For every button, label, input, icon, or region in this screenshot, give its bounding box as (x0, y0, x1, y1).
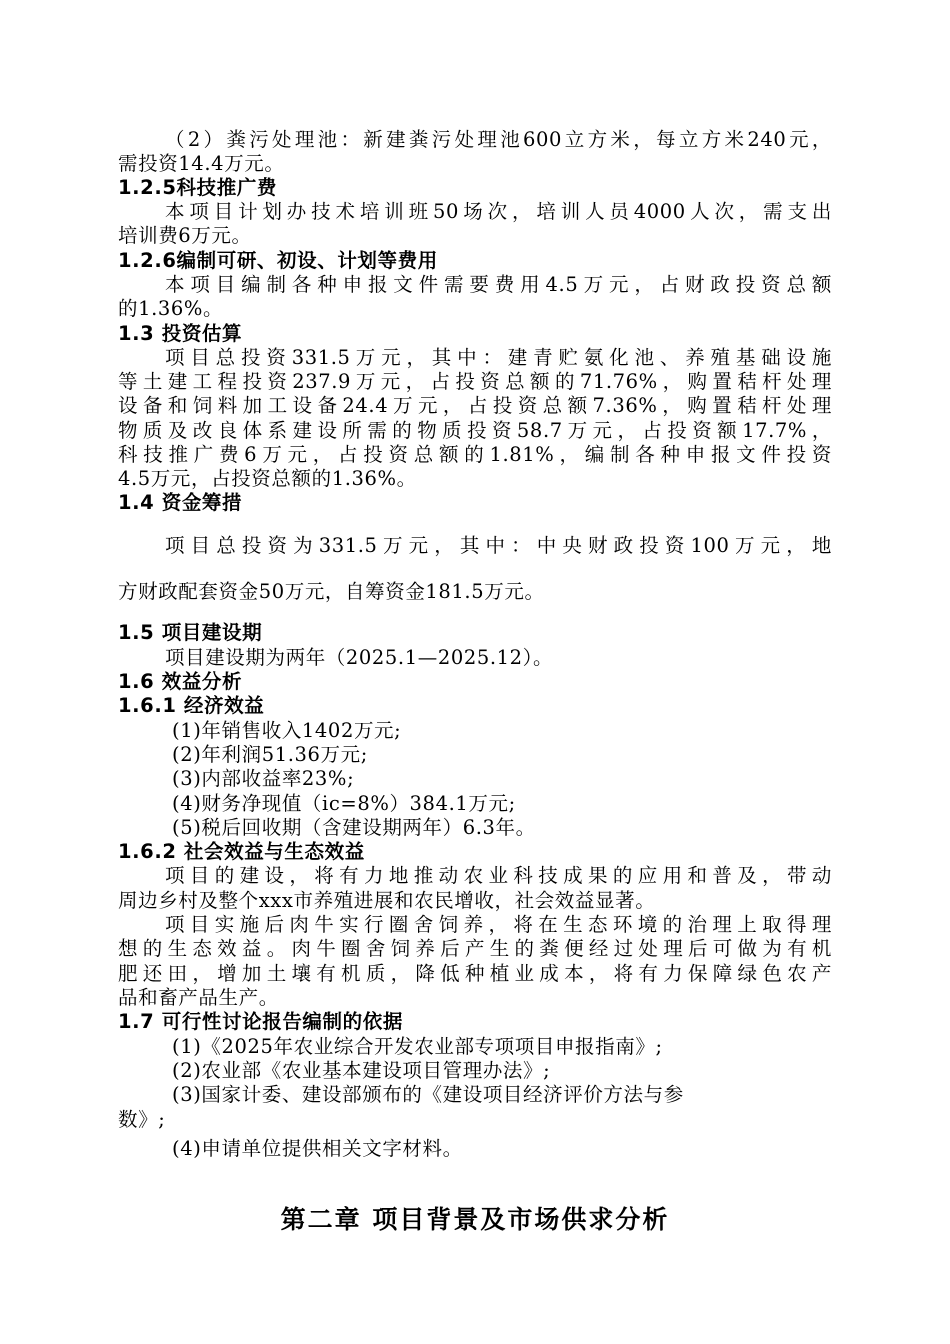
section-heading-1-6-1: 1.6.1 经济效益 (118, 694, 265, 717)
paragraph-line: 需投资14.4万元。 (118, 152, 285, 175)
list-item: (3)内部收益率23%; (172, 767, 355, 790)
paragraph-line: 项目总投资331.5万元，其中：建青贮氨化池、养殖基础设施 (165, 346, 832, 369)
chapter-title: 第二章 项目背景及市场供求分析 (280, 1205, 670, 1234)
section-heading-1-2-6: 1.2.6编制可研、初设、计划等费用 (118, 249, 438, 272)
paragraph-line: 本项目编制各种申报文件需要费用4.5万元，占财政投资总额 (165, 273, 832, 296)
section-heading-1-6: 1.6 效益分析 (118, 670, 243, 693)
paragraph-line: 肥还田，增加土壤有机质，降低种植业成本，将有力保障绿色农产 (118, 962, 832, 985)
section-heading-1-7: 1.7 可行性讨论报告编制的依据 (118, 1010, 403, 1033)
section-heading-1-3: 1.3 投资估算 (118, 322, 243, 345)
list-item: (5)税后回收期（含建设期两年）6.3年。 (172, 816, 536, 839)
list-item: (3)国家计委、建设部颁布的《建设项目经济评价方法与参 (172, 1083, 684, 1106)
list-item: (1)《2025年农业综合开发农业部专项项目申报指南》; (172, 1035, 663, 1058)
paragraph-line: 项目建设期为两年（2025.1—2025.12）。 (165, 646, 554, 669)
paragraph-line: 科技推广费6万元，占投资总额的1.81%，编制各种申报文件投资 (118, 443, 832, 466)
list-item: (4)申请单位提供相关文字材料。 (172, 1137, 463, 1160)
list-item: (1)年销售收入1402万元; (172, 719, 402, 742)
section-heading-1-6-2: 1.6.2 社会效益与生态效益 (118, 840, 365, 863)
paragraph-line: 本项目计划办技术培训班50场次，培训人员4000人次，需支出 (165, 200, 832, 223)
paragraph-line: 培训费6万元。 (118, 224, 252, 247)
paragraph-line: （2）粪污处理池：新建粪污处理池600立方米，每立方米240元， (165, 128, 832, 151)
list-item: (2)年利润51.36万元; (172, 743, 368, 766)
paragraph-line: 项目总投资为331.5万元，其中：中央财政投资100万元，地 (165, 534, 832, 557)
paragraph-line: 设备和饲料加工设备24.4万元，占投资总额7.36%，购置秸杆处理 (118, 394, 832, 417)
section-heading-1-4: 1.4 资金筹措 (118, 491, 243, 514)
list-item: 数》; (118, 1108, 166, 1131)
paragraph-line: 4.5万元，占投资总额的1.36%。 (118, 467, 417, 490)
section-heading-1-2-5: 1.2.5科技推广费 (118, 176, 278, 199)
paragraph-line: 物质及改良体系建设所需的物质投资58.7万元，占投资额17.7%， (118, 419, 832, 442)
paragraph-line: 方财政配套资金50万元，自筹资金181.5万元。 (118, 580, 545, 603)
paragraph-line: 周边乡村及整个xxx市养殖进展和农民增收，社会效益显著。 (118, 889, 656, 912)
list-item: (2)农业部《农业基本建设项目管理办法》; (172, 1059, 551, 1082)
paragraph-line: 的1.36%。 (118, 297, 224, 320)
paragraph-line: 想的生态效益。肉牛圈舍饲养后产生的粪便经过处理后可做为有机 (118, 937, 832, 960)
paragraph-line: 项目实施后肉牛实行圈舍饲养，将在生态环境的治理上取得理 (165, 913, 832, 936)
paragraph-line: 等土建工程投资237.9万元，占投资总额的71.76%，购置秸杆处理 (118, 370, 832, 393)
section-heading-1-5: 1.5 项目建设期 (118, 621, 263, 644)
paragraph-line: 品和畜产品生产。 (118, 986, 279, 1009)
paragraph-line: 项目的建设，将有力地推动农业科技成果的应用和普及，带动 (165, 864, 832, 887)
list-item: (4)财务净现值（ic=8%）384.1万元; (172, 792, 516, 815)
